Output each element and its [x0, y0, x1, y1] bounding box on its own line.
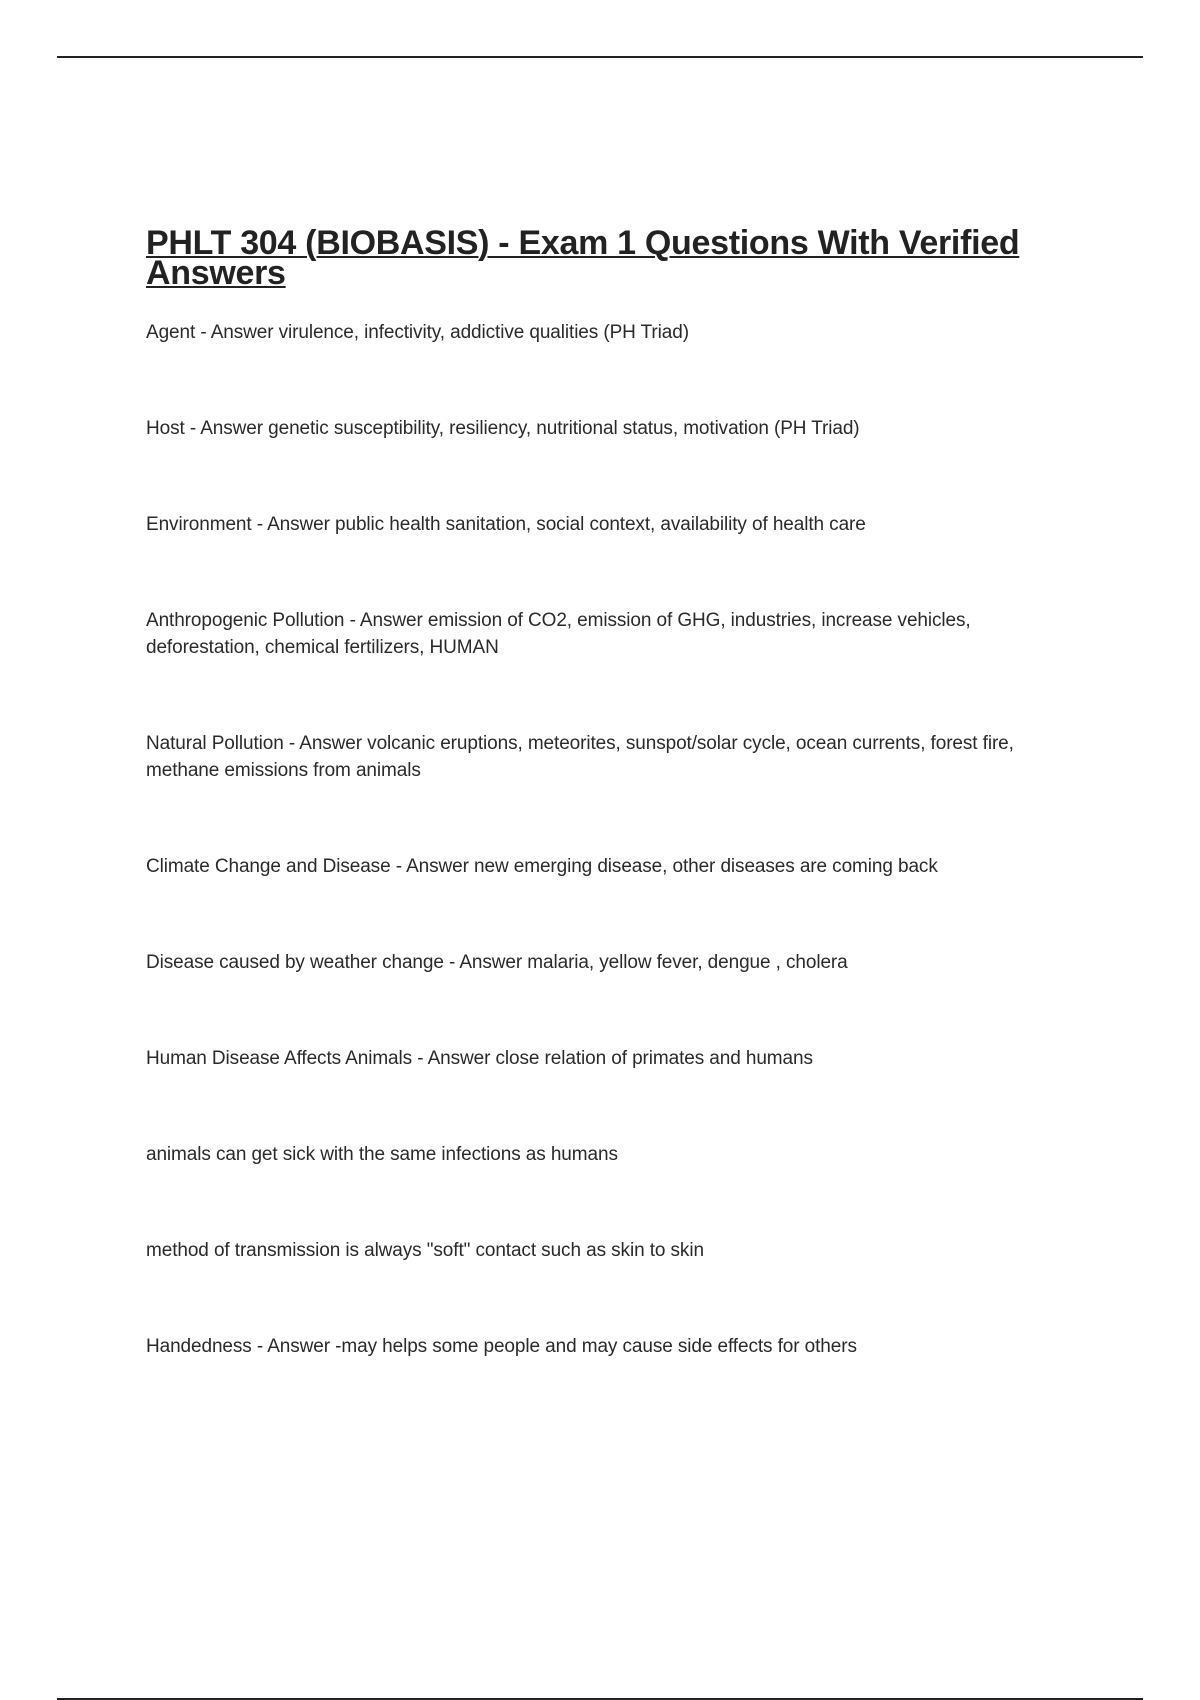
qa-entry: Host - Answer genetic susceptibility, resiliency, nutritional status, motivation (PH Triad) — [146, 418, 860, 439]
qa-entry: Handedness - Answer -may helps some people and may cause side effects for others — [146, 1336, 857, 1357]
qa-entry: Natural Pollution - Answer volcanic eruptions, meteorites, sunspot/solar cycle, ocean currents, forest fire, methane emissions from animals — [146, 733, 1014, 781]
document-title: PHLT 304 (BIOBASIS) - Exam 1 Questions With Verified Answers — [146, 224, 1020, 292]
qa-entry: animals can get sick with the same infections as humans — [146, 1144, 618, 1165]
qa-entry: Environment - Answer public health sanitation, social context, availability of health care — [146, 514, 866, 535]
qa-entry: Climate Change and Disease - Answer new emerging disease, other diseases are coming back — [146, 856, 938, 877]
qa-entry: method of transmission is always "soft" contact such as skin to skin — [146, 1240, 704, 1261]
qa-entry: Human Disease Affects Animals - Answer close relation of primates and humans — [146, 1048, 813, 1069]
qa-entry: Disease caused by weather change - Answer malaria, yellow fever, dengue , cholera — [146, 952, 848, 973]
qa-list — [146, 319, 1066, 1429]
header-rule — [57, 56, 1143, 58]
qa-entry: Agent - Answer virulence, infectivity, addictive qualities (PH Triad) — [146, 322, 689, 343]
qa-entry: Anthropogenic Pollution - Answer emission of CO2, emission of GHG, industries, increase vehicles, deforestation, chemical fertilizers, HUMAN — [146, 610, 971, 658]
